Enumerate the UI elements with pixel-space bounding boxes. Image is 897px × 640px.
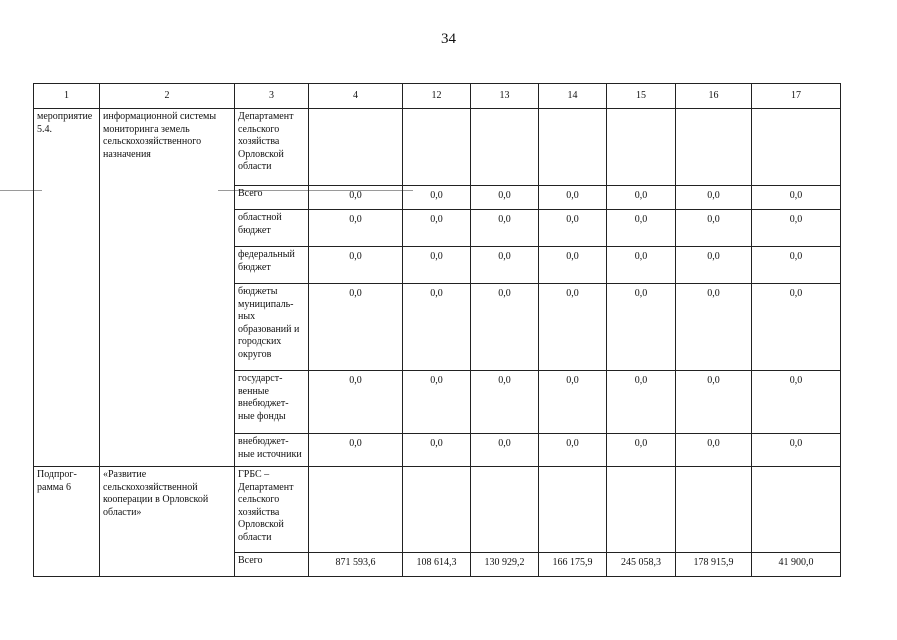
value-cell: 178 915,9 bbox=[676, 553, 752, 577]
value-cell: 0,0 bbox=[676, 247, 752, 284]
column-header: 1 bbox=[34, 84, 100, 109]
value-cell: 0,0 bbox=[752, 371, 841, 434]
value-cell: 0,0 bbox=[309, 371, 403, 434]
source-label-cell: федеральный бюджет bbox=[235, 247, 309, 284]
value-cell bbox=[403, 467, 471, 553]
table-header-row bbox=[34, 84, 841, 109]
value-cell: 0,0 bbox=[607, 210, 676, 247]
value-cell: 0,0 bbox=[539, 210, 607, 247]
source-label-cell: внебюджет-ные источники bbox=[235, 434, 309, 467]
value-cell bbox=[607, 467, 676, 553]
source-label-cell: областной бюджет bbox=[235, 210, 309, 247]
column-header: 16 bbox=[676, 84, 752, 109]
value-cell bbox=[471, 467, 539, 553]
measure-number-cell: мероприятие 5.4. bbox=[34, 109, 100, 467]
column-header: 15 bbox=[607, 84, 676, 109]
value-cell bbox=[752, 109, 841, 186]
page-number: 34 bbox=[441, 31, 456, 47]
subprogram-number-cell: Подпрог-рамма 6 bbox=[34, 467, 100, 577]
column-header: 17 bbox=[752, 84, 841, 109]
value-cell: 0,0 bbox=[676, 434, 752, 467]
value-cell bbox=[403, 109, 471, 186]
value-cell: 0,0 bbox=[539, 434, 607, 467]
value-cell: 0,0 bbox=[471, 371, 539, 434]
source-label-cell: Департамент сельского хозяйства Орловской области bbox=[235, 109, 309, 186]
value-cell: 0,0 bbox=[752, 186, 841, 210]
source-label-cell: Всего bbox=[235, 553, 309, 577]
value-cell: 0,0 bbox=[403, 186, 471, 210]
value-cell: 0,0 bbox=[471, 247, 539, 284]
value-cell bbox=[676, 109, 752, 186]
value-cell bbox=[752, 467, 841, 553]
value-cell: 0,0 bbox=[752, 210, 841, 247]
value-cell: 0,0 bbox=[309, 434, 403, 467]
value-cell: 0,0 bbox=[471, 186, 539, 210]
value-cell: 130 929,2 bbox=[471, 553, 539, 577]
value-cell: 0,0 bbox=[403, 247, 471, 284]
column-header: 2 bbox=[100, 84, 235, 109]
value-cell: 0,0 bbox=[752, 247, 841, 284]
value-cell bbox=[309, 467, 403, 553]
column-header: 4 bbox=[309, 84, 403, 109]
subprogram-name-cell: «Развитие сельскохозяйственной кооперации в Орловской области» bbox=[100, 467, 235, 577]
value-cell: 0,0 bbox=[539, 186, 607, 210]
column-header: 3 bbox=[235, 84, 309, 109]
measure-name-cell: информационной системы мониторинга земель сельскохозяйственного назначения bbox=[100, 109, 235, 467]
value-cell: 0,0 bbox=[607, 186, 676, 210]
value-cell: 0,0 bbox=[676, 371, 752, 434]
value-cell: 0,0 bbox=[607, 284, 676, 371]
value-cell: 0,0 bbox=[403, 284, 471, 371]
value-cell: 0,0 bbox=[676, 284, 752, 371]
value-cell: 871 593,6 bbox=[309, 553, 403, 577]
value-cell: 108 614,3 bbox=[403, 553, 471, 577]
source-label-cell: ГРБС – Департамент сельского хозяйства Орловской области bbox=[235, 467, 309, 553]
value-cell: 0,0 bbox=[676, 210, 752, 247]
column-header: 12 bbox=[403, 84, 471, 109]
value-cell: 0,0 bbox=[607, 371, 676, 434]
table-row bbox=[34, 467, 841, 553]
value-cell: 0,0 bbox=[607, 434, 676, 467]
value-cell: 41 900,0 bbox=[752, 553, 841, 577]
value-cell: 0,0 bbox=[752, 434, 841, 467]
value-cell: 0,0 bbox=[403, 210, 471, 247]
value-cell: 0,0 bbox=[309, 186, 403, 210]
value-cell: 166 175,9 bbox=[539, 553, 607, 577]
value-cell: 0,0 bbox=[539, 247, 607, 284]
value-cell: 0,0 bbox=[309, 210, 403, 247]
value-cell: 0,0 bbox=[607, 247, 676, 284]
value-cell bbox=[471, 109, 539, 186]
value-cell: 0,0 bbox=[676, 186, 752, 210]
value-cell: 0,0 bbox=[471, 284, 539, 371]
source-label-cell: бюджеты муниципаль-ных образований и городских округов bbox=[235, 284, 309, 371]
value-cell: 0,0 bbox=[539, 371, 607, 434]
value-cell: 0,0 bbox=[403, 371, 471, 434]
value-cell bbox=[676, 467, 752, 553]
value-cell bbox=[607, 109, 676, 186]
value-cell: 0,0 bbox=[309, 284, 403, 371]
source-label-cell: государст-венные внебюджет-ные фонды bbox=[235, 371, 309, 434]
budget-table bbox=[33, 83, 841, 577]
value-cell: 245 058,3 bbox=[607, 553, 676, 577]
value-cell bbox=[539, 467, 607, 553]
value-cell: 0,0 bbox=[471, 210, 539, 247]
value-cell: 0,0 bbox=[752, 284, 841, 371]
value-cell bbox=[539, 109, 607, 186]
source-label-cell: Всего bbox=[235, 186, 309, 210]
value-cell: 0,0 bbox=[539, 284, 607, 371]
column-header: 13 bbox=[471, 84, 539, 109]
column-header: 14 bbox=[539, 84, 607, 109]
value-cell: 0,0 bbox=[403, 434, 471, 467]
value-cell: 0,0 bbox=[471, 434, 539, 467]
table-row bbox=[34, 109, 841, 186]
value-cell bbox=[309, 109, 403, 186]
value-cell: 0,0 bbox=[309, 247, 403, 284]
